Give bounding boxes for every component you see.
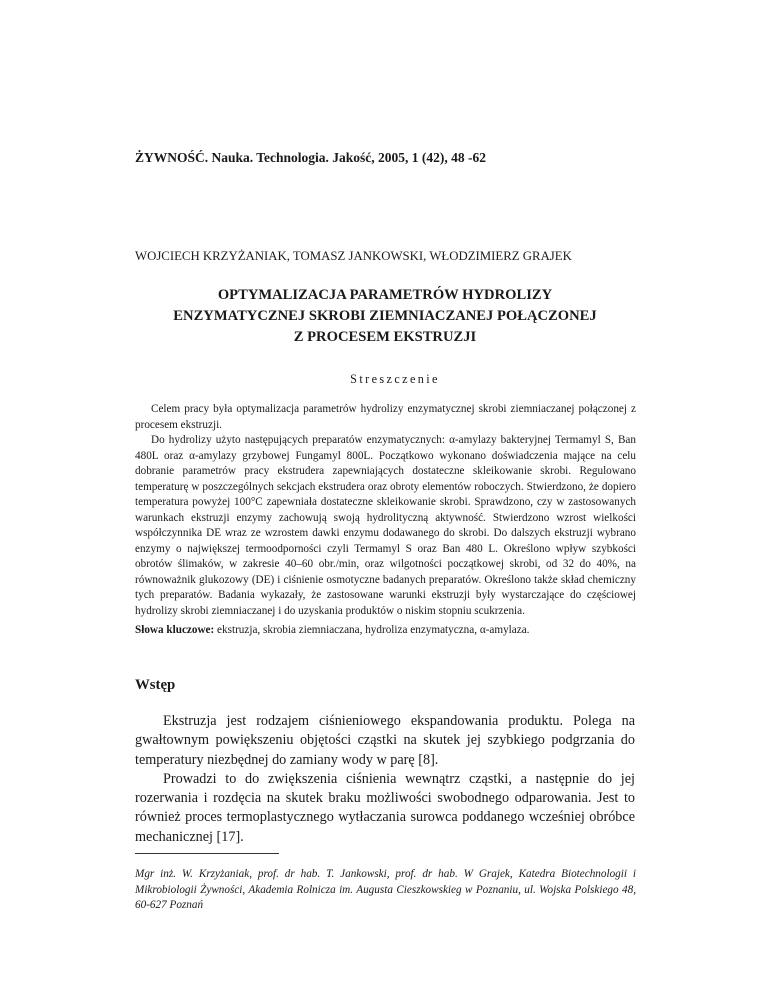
author-affiliation-footnote: Mgr inż. W. Krzyżaniak, prof. dr hab. T. Jankowski, prof. dr hab. W Grajek, Katedra Biotechnologii i Mikrobiologii Żywności, Akademia Rolnicza im. Augusta Cieszkowskieg w Poznaniu, ul. Wojska Polskiego 48, 60-627 Poznań [135, 868, 636, 911]
footnote-divider [135, 853, 279, 854]
keywords-label: Słowa kluczowe: [135, 624, 215, 636]
abstract-heading: Streszczenie [350, 372, 440, 386]
abstract-paragraph-2: Do hydrolizy użyto następujących preparatów enzymatycznych: α-amylazy bakteryjnej Termamyl S, Ban 480L oraz α-amylazy grzybowej Fungamyl 800L. Początkowo wykonano doświadczenia mające na celu dobranie parametrów pracy ekstrudera zapewniających dostateczne skleikowanie skrobi. Regulowano temperaturę w poszczególnych sekcjach ekstrudera oraz obroty elementów roboczych. Stwierdzono, że dopiero temperatura powyżej 100°C zapewniała dostateczne skleikowanie skrobi. Sprawdzono, czy w zastosowanych warunkach ekstruzji enzymy zachowują swoją hydrolityczną aktywność. Stwierdzono wzrost wielkości współczynnika DE wraz ze wzrostem dawki enzymu dodawanego do skrobi. Do dalszych ekstruzji wybrano enzymy o największej termoodporności czyli Termamyl S oraz Ban 480 L. Określono wpływ szybkości obrotów ślimaków, w zakresie 40–60 obr./min, oraz wilgotności początkowej skrobi, od 32 do 40%, na równoważnik glukozowy (DE) i ciśnienie osmotyczne badanych preparatów. Określono także skład chemiczny tych preparatów. Badania wykazały, że zastosowane warunki ekstruzji były wystarczające do częściowej hydrolizy skrobi ziemniaczanej i do uzyskania produktów o niskim stopniu scukrzenia. [135, 434, 636, 617]
author-list: WOJCIECH KRZYŻANIAK, TOMASZ JANKOWSKI, WŁODZIMIERZ GRAJEK [135, 249, 572, 263]
article-title [120, 285, 650, 348]
title-line-2: ENZYMATYCZNEJ SKROBI ZIEMNIACZANEJ POŁĄCZONEJ [173, 308, 597, 324]
introduction-paragraph-2: Prowadzi to do zwiększenia ciśnienia wewnątrz cząstki, a następnie do jej rozerwania i rozdęcia na skutek braku możliwości swobodnego odparowania. Jest to również proces termoplastycznego wytłaczania surowca poddanego wcześniej obróbce mechanicznej [17]. [135, 770, 635, 845]
section-heading-introduction: Wstęp [135, 677, 176, 693]
title-line-1: OPTYMALIZACJA PARAMETRÓW HYDROLIZY [217, 287, 553, 303]
introduction-body [135, 712, 635, 847]
keywords-text: ekstruzja, skrobia ziemniaczana, hydroliza enzymatyczna, α-amylaza. [214, 624, 530, 636]
abstract-paragraph-1: Celem pracy była optymalizacja parametrów hydrolizy enzymatycznej skrobi ziemniaczanej połączonej z procesem ekstruzji. [135, 403, 636, 431]
abstract-body [135, 402, 636, 619]
journal-citation: ŻYWNOŚĆ. Nauka. Technologia. Jakość, 2005, 1 (42), 48 -62 [135, 150, 487, 165]
title-line-3: Z PROCESEM EKSTRUZJI [293, 329, 477, 345]
introduction-paragraph-1: Ekstruzja jest rodzajem ciśnieniowego ekspandowania produktu. Polega na gwałtownym powiększeniu objętości cząstki na skutek jej szybkiego podgrzania do temperatury niezbędnej do zamiany wody w parę [8]. [135, 713, 635, 768]
keywords [135, 624, 645, 636]
